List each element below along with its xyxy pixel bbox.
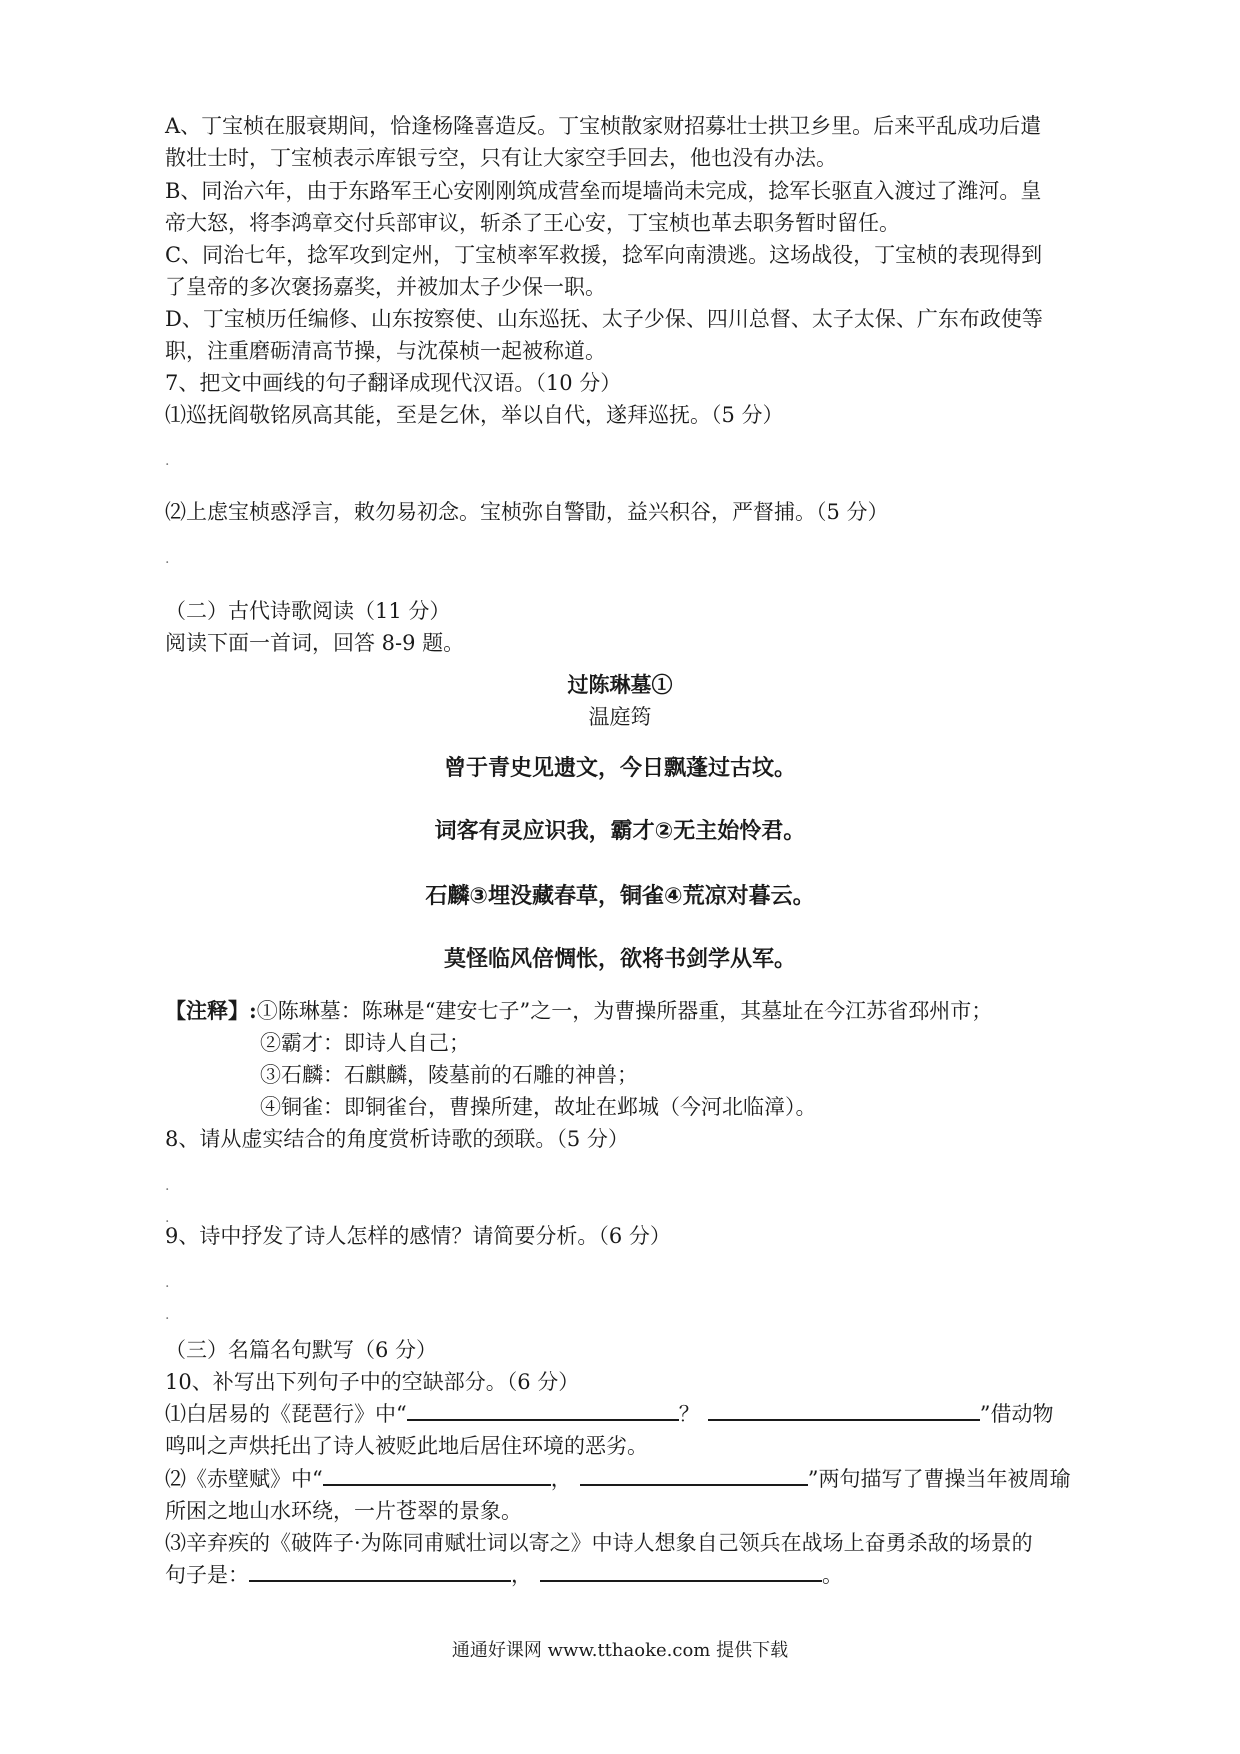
blank-input[interactable] — [540, 1560, 822, 1582]
dictation-1-suffix: ”借动物 — [979, 1402, 1054, 1426]
answer-line-marker: . — [165, 453, 170, 469]
option-b-line1: B、同治六年，由于东路军王心安刚刚筑成营垒而堤墙尚未完成，捻军长驱直入渡过了潍河。皇 — [165, 179, 1042, 203]
note-1: ①陈琳墓：陈琳是“建安七子”之一，为曹操所器重，其墓址在今江苏省邳州市； — [256, 999, 993, 1023]
question-7-sub2: ⑵上虑宝桢惑浮言，敕勿易初念。宝桢弥自警勖，益兴积谷，严督捕。（5 分） — [165, 500, 889, 524]
option-a-line2: 散壮士时，丁宝桢表示库银亏空，只有让大家空手回去，他也没有办法。 — [165, 146, 837, 170]
answer-line-marker: . — [165, 1210, 170, 1226]
dictation-1-prefix: ⑴白居易的《琵琶行》中“ — [165, 1402, 407, 1426]
poetry-instruction: 阅读下面一首词，回答 8-9 题。 — [165, 631, 465, 655]
question-7-title: 7、把文中画线的句子翻译成现代汉语。（10 分） — [165, 371, 622, 395]
blank-input[interactable] — [407, 1399, 679, 1421]
blank-input[interactable] — [249, 1560, 511, 1582]
poem-line-1: 曾于青史见遗文，今日飘蓬过古坟。 — [443, 756, 796, 781]
dictation-item-1 — [165, 1398, 1085, 1430]
note-2: ②霸才：即诗人自己； — [260, 1031, 470, 1055]
poetry-section-heading: （二）古代诗歌阅读（11 分） — [165, 599, 451, 623]
option-c-line1: C、同治七年，捻军攻到定州，丁宝桢率军救援，捻军向南溃逃。这场战役，丁宝桢的表现得到 — [165, 243, 1043, 267]
notes-label: 【注释】: — [165, 998, 257, 1023]
dictation-item-1-line2: 鸣叫之声烘托出了诗人被贬此地后居住环境的恶劣。 — [165, 1434, 648, 1458]
answer-line-marker: . — [165, 1307, 170, 1323]
poem-line-4: 莫怪临风倍惆怅，欲将书剑学从军。 — [443, 947, 796, 972]
dictation-item-2 — [165, 1463, 1085, 1495]
option-b-line2: 帝大怒，将李鸿章交付兵部审议，斩杀了王心安，丁宝桢也革去职务暂时留任。 — [165, 211, 900, 235]
question-10: 10、补写出下列句子中的空缺部分。（6 分） — [165, 1370, 580, 1394]
note-3: ③石麟：石麒麟，陵墓前的石雕的神兽； — [260, 1063, 638, 1087]
option-d-line2: 职，注重磨砺清高节操，与沈葆桢一起被称道。 — [165, 339, 606, 363]
dictation-2-prefix: ⑵《赤壁赋》中“ — [165, 1467, 323, 1491]
question-9: 9、诗中抒发了诗人怎样的感情？请简要分析。（6 分） — [165, 1224, 671, 1248]
dictation-1-mid: ？ — [678, 1402, 700, 1426]
option-c-line2: 了皇帝的多次褒扬嘉奖，并被加太子少保一职。 — [165, 275, 606, 299]
answer-line-marker: . — [165, 551, 170, 567]
poem-line-2: 词客有灵应识我，霸才②无主始怜君。 — [434, 819, 806, 844]
question-8: 8、请从虚实结合的角度赏析诗歌的颈联。（5 分） — [165, 1127, 629, 1151]
note-4: ④铜雀：即铜雀台，曹操所建，故址在邺城（今河北临漳）。 — [260, 1095, 817, 1119]
dictation-3-mid: ， — [511, 1563, 532, 1587]
option-d-line1: D、丁宝桢历任编修、山东按察使、山东巡抚、太子少保、四川总督、太子太保、广东布政使等 — [165, 307, 1043, 331]
dictation-item-3-line2 — [165, 1559, 1085, 1591]
option-a-line1: A、丁宝桢在服衰期间，恰逢杨隆喜造反。丁宝桢散家财招募壮士拱卫乡里。后来平乱成功后遣 — [165, 114, 1042, 138]
dictation-3-prefix: 句子是： — [165, 1563, 249, 1587]
dictation-section-heading: （三）名篇名句默写（6 分） — [165, 1338, 438, 1362]
footer-source: 通通好课网 www.tthaoke.com 提供下载 — [451, 1640, 789, 1661]
poem-title: 过陈琳墓① — [567, 672, 673, 697]
blank-input[interactable] — [580, 1464, 808, 1486]
poem-notes-line1 — [165, 995, 1085, 1027]
poem-author: 温庭筠 — [588, 705, 652, 729]
question-7-sub1: ⑴巡抚阎敬铭夙高其能，至是乞休，举以自代，遂拜巡抚。（5 分） — [165, 403, 784, 427]
blank-input[interactable] — [323, 1464, 551, 1486]
answer-line-marker: . — [165, 1178, 170, 1194]
dictation-3-suffix: 。 — [822, 1563, 843, 1587]
answer-line-marker: . — [165, 1275, 170, 1291]
blank-input[interactable] — [708, 1399, 980, 1421]
dictation-2-mid: ， — [550, 1467, 572, 1491]
dictation-item-3-line1: ⑶辛弃疾的《破阵子·为陈同甫赋壮词以寄之》中诗人想象自己领兵在战场上奋勇杀敌的场景的 — [165, 1531, 1033, 1555]
poem-line-3: 石麟③埋没藏春草，铜雀④荒凉对暮云。 — [425, 884, 815, 909]
dictation-item-2-line2: 所困之地山水环绕，一片苍翠的景象。 — [165, 1499, 522, 1523]
dictation-2-suffix: ”两句描写了曹操当年被周瑜 — [807, 1467, 1071, 1491]
